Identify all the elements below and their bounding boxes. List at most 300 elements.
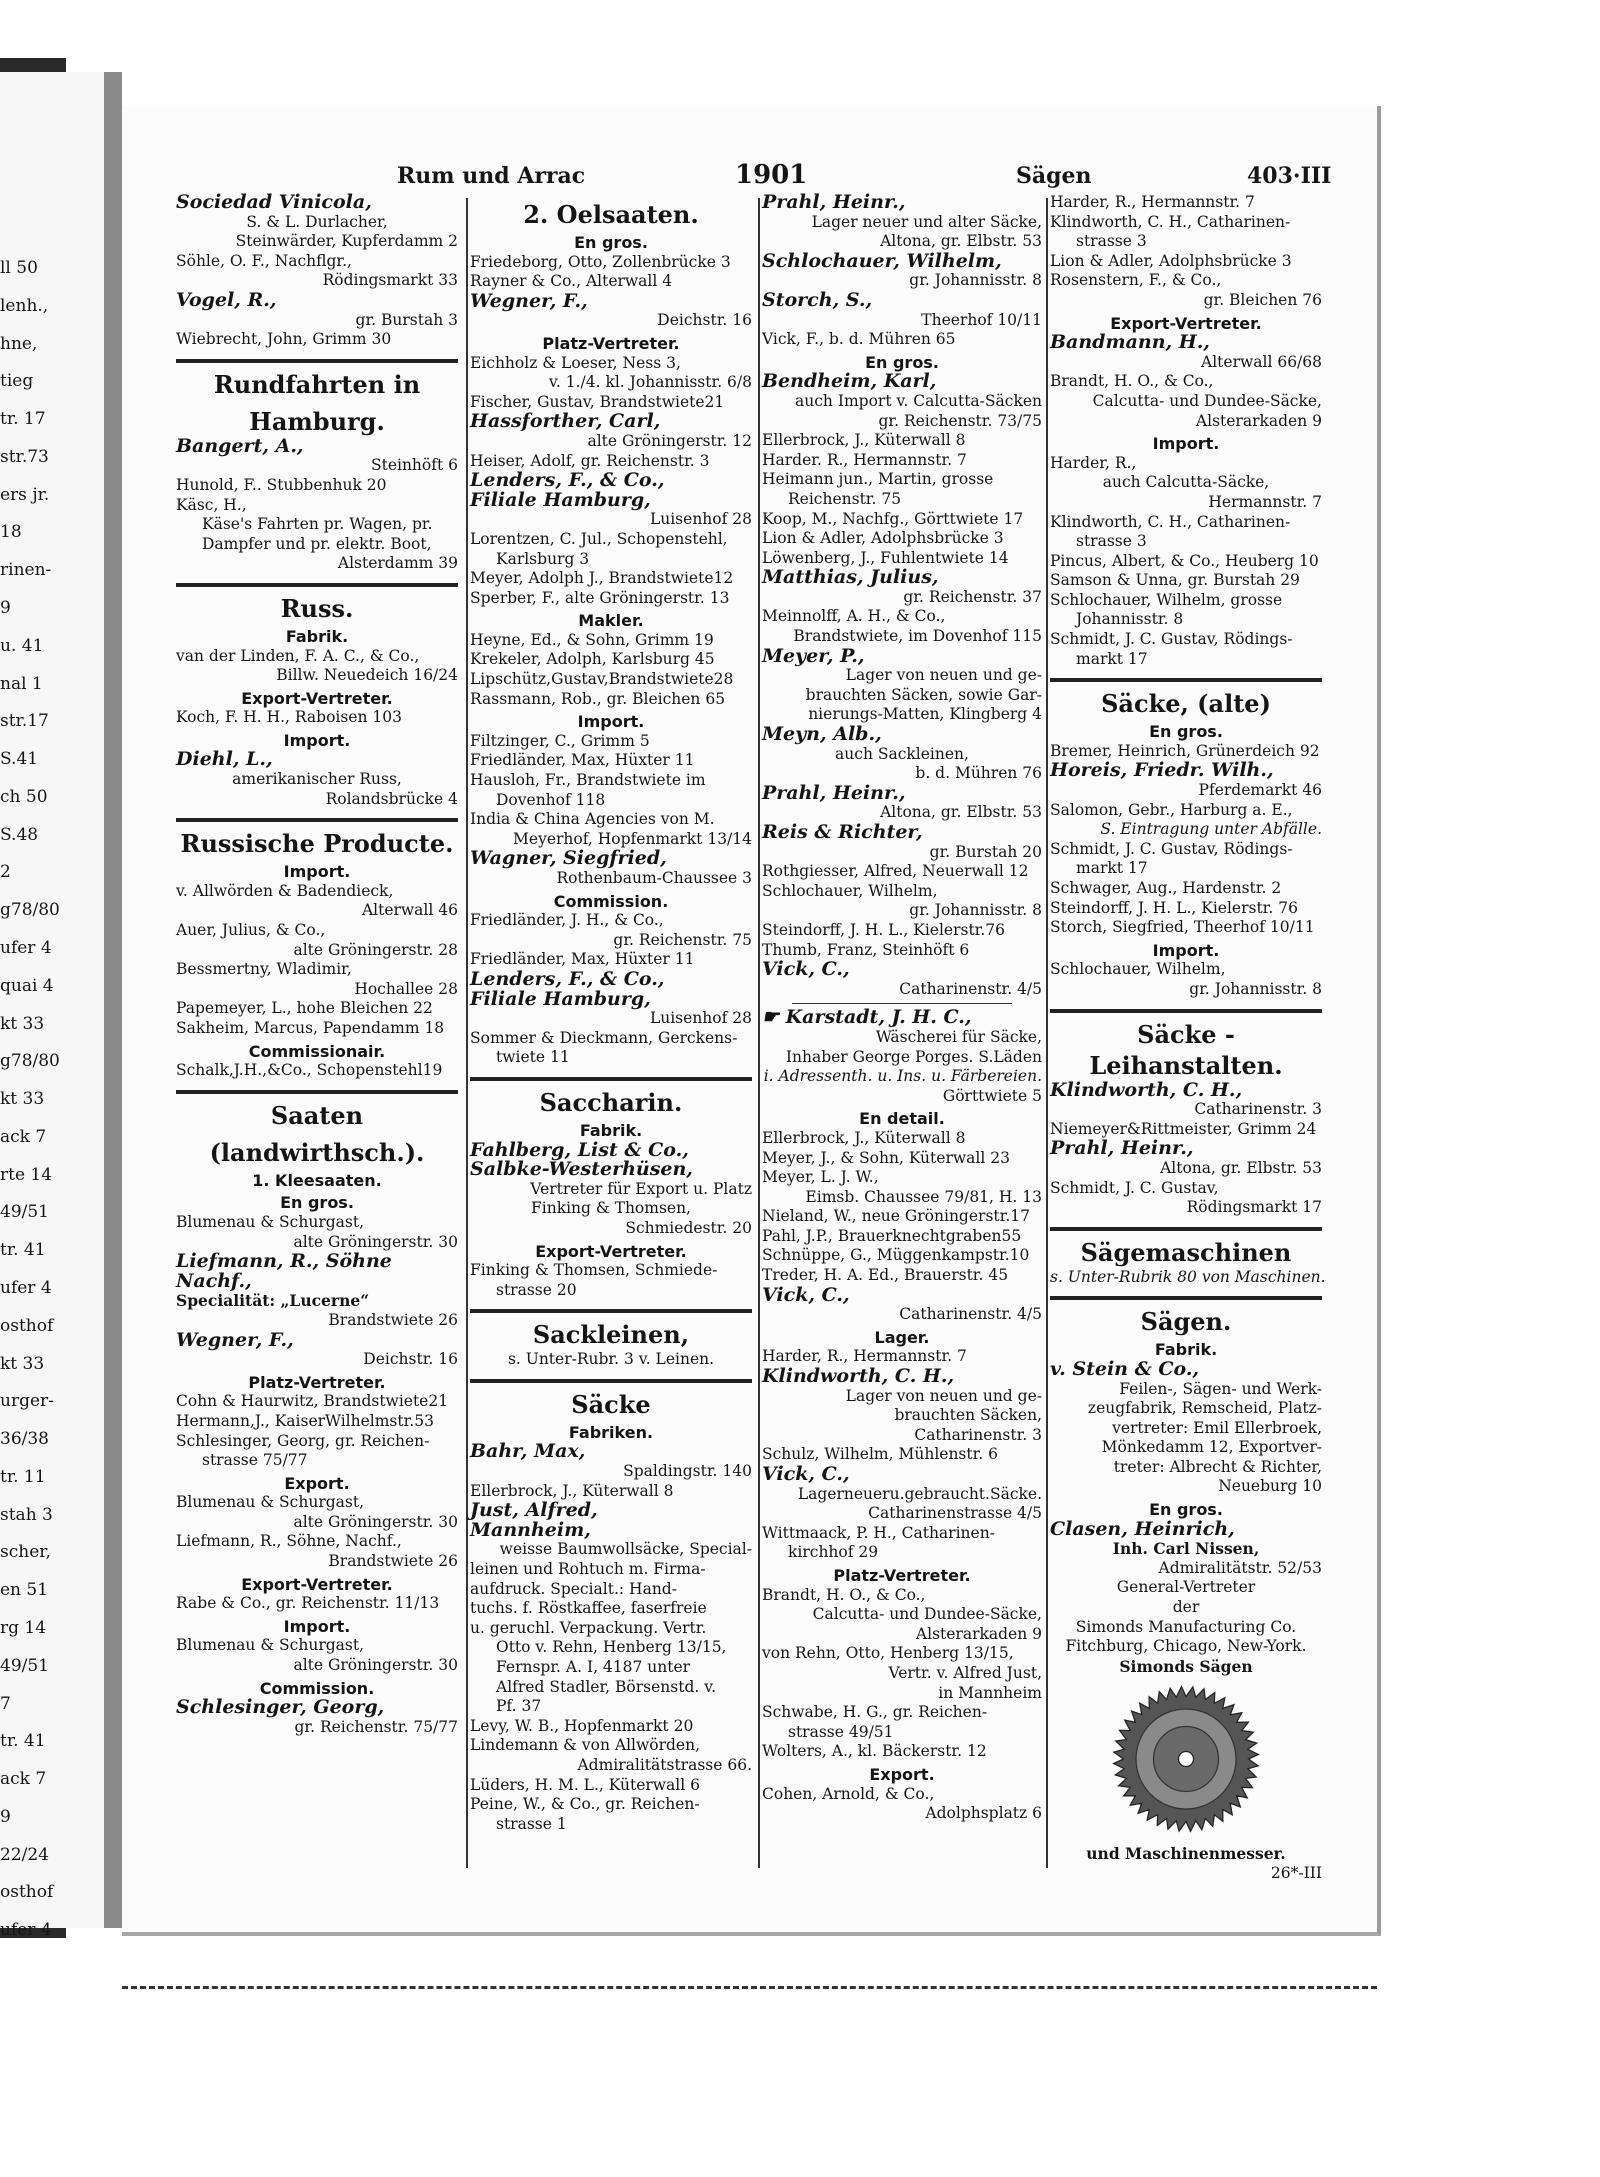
entry-address: Calcutta- und Dundee-Säcke, [1092, 391, 1322, 410]
firm-name-bold: Horeis, Friedr. Wilh., [1050, 759, 1274, 782]
previous-page-fragment: tr. 41 [0, 1240, 46, 1261]
entry-address: gr. Reichenstr. 73/75 [878, 411, 1042, 430]
entry-address: Luisenhof 28 [649, 1009, 752, 1028]
entry-line: tuchs. f. Röstkaffee, faserfreie [470, 1599, 707, 1618]
entry-address: Alterwall 66/68 [1201, 352, 1322, 371]
entry-line: Schlochauer, Wilhelm, [1050, 960, 1226, 979]
column-rule [466, 198, 468, 1868]
entry-address: Alsterarkaden 9 [1195, 411, 1322, 430]
entry-line: Sommer & Dieckmann, Gerckens- [470, 1028, 738, 1047]
entry-line: Treder, H. A. Ed., Brauerstr. 45 [762, 1266, 1009, 1285]
previous-page-fragment: ack 7 [0, 1769, 47, 1790]
entry-line: Auer, Julius, & Co., [176, 921, 326, 940]
entry-address: Rödingsmarkt 33 [322, 271, 458, 290]
entry-address: Spaldingstr. 140 [623, 1462, 752, 1481]
firm-name-bold: Vick, C., [762, 1283, 850, 1306]
subsection-heading: Export. [284, 1473, 350, 1493]
running-head-year: 1901 [735, 160, 808, 190]
previous-page-fragment: g78/80 [0, 900, 60, 921]
firm-name-bold: Schlesinger, Georg, [176, 1696, 385, 1719]
column-rule [758, 198, 760, 1868]
cross-reference: i. Adressenth. u. Ins. u. Färbereien. [763, 1067, 1042, 1086]
section-rule [470, 1379, 752, 1383]
entry-line: Finking & Thomsen, Schmiede- [470, 1261, 718, 1280]
entry-address: treter: Albrecht & Richter, [1113, 1457, 1322, 1476]
firm-name-bold: Meyn, Alb., [762, 723, 882, 746]
previous-page-fragment: str.17 [0, 711, 49, 732]
entry-address: gr. Bleichen 76 [1203, 290, 1322, 309]
section-heading: Säcke -Leihanstalten. [1089, 1019, 1283, 1080]
section-heading: Saaten [270, 1100, 364, 1130]
firm-name-bold: Wegner, F., [470, 289, 588, 312]
entry-continuation: Pf. 37 [496, 1697, 542, 1716]
previous-page-fragment: ufer 4 [0, 1920, 52, 1941]
entry-line: Meyer, J., & Sohn, Küterwall 23 [762, 1148, 1010, 1167]
subsection-heading: Import. [577, 712, 645, 732]
firm-name-bold: Filiale Hamburg, [470, 488, 651, 511]
book-spine [104, 72, 122, 1928]
subsection-heading: En gros. [280, 1193, 354, 1213]
firm-name-bold: Vogel, R., [176, 288, 277, 311]
entry-address: Vertreter für Export u. Platz [530, 1179, 752, 1198]
entry-address: Wäscherei für Säcke, [875, 1027, 1042, 1046]
entry-line: amerikanischer Russ, [232, 770, 402, 789]
firm-name-bold: Mannheim, [470, 1518, 591, 1541]
entry-address: Deichstr. 16 [363, 1350, 458, 1369]
previous-page-fragment: hne, [0, 333, 38, 354]
entry-line: aufdruck. Specialt.: Hand- [470, 1579, 677, 1598]
entry-line: Fitchburg, Chicago, New-York. [1065, 1637, 1307, 1656]
previous-page-fragment: S.48 [0, 824, 39, 845]
section-heading: Sägen. [1140, 1307, 1232, 1337]
subsection-heading: Import. [1152, 434, 1220, 454]
entry-address: auch Import v. Calcutta-Säcken [795, 391, 1042, 410]
entry-address: weisse Baumwollsäcke, Special- [499, 1540, 752, 1559]
entry-line: Pincus, Albert, & Co., Heuberg 10 [1050, 551, 1319, 570]
firm-name-bold: Hassforther, Carl, [470, 410, 661, 433]
previous-page-fragment: scher, [0, 1542, 51, 1563]
entry-line: Krekeler, Adolph, Karlsburg 45 [470, 650, 715, 669]
entry-line: Brandt, H. O., & Co., [1050, 372, 1214, 391]
subsection-heading: Export-Vertreter. [241, 1574, 393, 1594]
entry-line: Samson & Unna, gr. Burstah 29 [1050, 571, 1300, 590]
entry-line: Friedländer, Max, Hüxter 11 [470, 950, 695, 969]
firm-name-bold: Vick, C., [762, 1463, 850, 1485]
entry-line: Rabe & Co., gr. Reichenstr. 11/13 [176, 1594, 440, 1613]
entry-line: Simonds Manufacturing Co. [1075, 1617, 1297, 1636]
entry-address: Steinhöft 6 [370, 456, 458, 475]
section-heading: Russische Producte. [180, 829, 454, 859]
entry-address: Catharinenstr. 3 [1194, 1100, 1322, 1119]
previous-page-fragment: en 51 [0, 1580, 49, 1601]
entry-line: Schmidt, J. C. Gustav, [1050, 1178, 1219, 1197]
entry-continuation: Dampfer und pr. elektr. Boot, [202, 534, 432, 553]
entry-address: Luisenhof 28 [649, 510, 752, 529]
entry-line: Hermann,J., KaiserWilhelmstr.53 [176, 1411, 434, 1430]
entry-address: Brandstwiete, im Dovenhof 115 [793, 627, 1042, 646]
previous-page-fragment: ers jr. [0, 484, 50, 505]
entry-line: Hunold, F.. Stubbenhuk 20 [176, 475, 387, 494]
page-number: 403·III [1247, 163, 1332, 189]
entry-address: Alsterarkaden 9 [915, 1624, 1042, 1643]
subsection-heading: Import. [283, 730, 351, 750]
entry-line: Schlochauer, Wilhelm, grosse [1050, 590, 1283, 609]
running-head-left: Rum und Arrac [397, 163, 586, 189]
entry-address: alte Gröningerstr. 30 [293, 1656, 458, 1675]
entry-line: S. & L. Durlacher, [246, 212, 388, 231]
entry-line: Meinnolff, A. H., & Co., [762, 607, 946, 626]
entry-address: Catharinenstr. 4/5 [899, 979, 1042, 998]
subsection-heading: Export-Vertreter. [535, 1241, 687, 1261]
firm-name-bold: Fahlberg, List & Co., [470, 1138, 689, 1161]
entry-address: gr. Burstah 3 [355, 310, 458, 329]
previous-page-fragment: ack 7 [0, 1126, 47, 1147]
previous-page-fragment: 49/51 [0, 1655, 49, 1676]
entry-address: Inhaber George Porges. S.Läden [785, 1047, 1042, 1066]
entry-line: Ellerbrock, J., Küterwall 8 [762, 1128, 966, 1147]
entry-address: brauchten Säcken, sowie Gar- [805, 685, 1042, 704]
entry-line: Harder, R., Hermannstr. 7 [1050, 193, 1255, 211]
entry-line: Bessmertny, Wladimir, [176, 960, 352, 979]
entry-address: Neueburg 10 [1218, 1477, 1322, 1496]
subsection-heading: 1. Kleesaaten. [252, 1170, 382, 1190]
entry-line: Schlochauer, Wilhelm, [762, 881, 938, 900]
entry-line: Meyer, Adolph J., Brandstwiete12 [470, 569, 734, 588]
entry-line: Storch, Siegfried, Theerhof 10/11 [1050, 918, 1315, 937]
entry-line: Schwabe, H. G., gr. Reichen- [762, 1703, 988, 1722]
entry-address: Brandstwiete 26 [328, 1310, 458, 1329]
previous-page-fragment: kt 33 [0, 1013, 45, 1034]
firm-name-bold: Wagner, Siegfried, [470, 847, 667, 870]
entry-address: Schmiedestr. 20 [625, 1218, 752, 1237]
entry-address: Pferdemarkt 46 [1198, 781, 1322, 800]
firm-name-bold: Lenders, F., & Co., [470, 967, 665, 990]
firm-name-bold: Diehl, L., [176, 748, 273, 771]
entry-continuation: Reichenstr. 75 [788, 489, 902, 508]
entry-address: Lagerneueru.gebraucht.Säcke. [797, 1484, 1042, 1503]
previous-page-fragment: 9 [0, 598, 11, 618]
subsection-heading: Fabrik. [1154, 1340, 1218, 1360]
entry-continuation: Käse's Fahrten pr. Wagen, pr. [202, 515, 433, 534]
section-rule [1050, 678, 1322, 682]
previous-page-fragment: tr. 17 [0, 409, 46, 430]
entry-line: Niemeyer&Rittmeister, Grimm 24 [1050, 1119, 1317, 1138]
subsection-heading: Commission. [553, 891, 669, 911]
entry-address: Altona, gr. Elbstr. 53 [880, 803, 1042, 822]
entry-line: Schwager, Aug., Hardenstr. 2 [1050, 879, 1282, 897]
previous-page-fragment: 7 [0, 1693, 11, 1714]
cross-reference: s. Unter-Rubrik 80 von Maschinen. [1050, 1267, 1326, 1286]
entry-continuation: Johannisstr. 8 [1076, 610, 1184, 629]
subsection-heading: Export-Vertreter. [1110, 313, 1262, 333]
section-rule [1050, 1296, 1322, 1300]
entry-line: Bremer, Heinrich, Grünerdeich 92 [1050, 741, 1320, 760]
previous-page-fragment: 9 [0, 1806, 11, 1827]
firm-name-bold: Klindworth, C. H., [1050, 1078, 1243, 1101]
entry-address: alte Gröningerstr. 28 [293, 940, 458, 959]
previous-page-fragment: S.41 [0, 749, 39, 770]
entry-line: Papemeyer, L., hohe Bleichen 22 [176, 999, 433, 1018]
entry-line: Heiser, Adolf, gr. Reichenstr. 3 [470, 451, 710, 470]
entry-continuation: twiete 11 [496, 1048, 570, 1067]
firm-name-bold: Liefmann, R., Söhne [176, 1250, 392, 1273]
entry-address: nierungs-Matten, Klingberg 4 [808, 705, 1042, 724]
entry-line: Friedländer, Max, Hüxter 11 [470, 751, 695, 770]
firm-name-bold: Reis & Richter, [762, 821, 923, 843]
entry-address: gr. Johannisstr. 8 [909, 901, 1042, 920]
entry-line: Friedeborg, Otto, Zollenbrücke 3 [470, 252, 731, 271]
firm-name-bold: Lenders, F., & Co., [470, 469, 665, 492]
entry-continuation: markt 17 [1076, 649, 1148, 668]
entry-line: Löwenberg, J., Fuhlentwiete 14 [762, 548, 1009, 567]
entry-line: Koch, F. H. H., Raboisen 103 [176, 708, 402, 727]
previous-page-fragment: kt 33 [0, 1089, 45, 1110]
subsection-heading: Platz-Vertreter. [833, 1565, 971, 1585]
entry-address: Lager von neuen und ge- [845, 666, 1042, 685]
entry-address: brauchten Säcken, [894, 1406, 1042, 1425]
entry-address: Calcutta- und Dundee-Säcke, [812, 1605, 1042, 1624]
entry-line-bold: Inh. Carl Nissen, [1112, 1539, 1260, 1559]
entry-address: gr. Reichenstr. 75/77 [294, 1717, 458, 1736]
entry-continuation: strasse 1 [496, 1814, 567, 1833]
section-rule [1050, 1227, 1322, 1231]
entry-continuation: Fernspr. A. I, 4187 unter [496, 1658, 691, 1676]
firm-name-bold: Bendheim, Karl, [762, 370, 937, 393]
section-rule [176, 359, 458, 363]
firm-name-bold: Bangert, A., [176, 434, 304, 457]
entry-continuation: Karlsburg 3 [496, 549, 590, 568]
entry-line: Schulz, Wilhelm, Mühlenstr. 6 [762, 1445, 999, 1464]
entry-line: Ellerbrock, J., Küterwall 8 [762, 431, 966, 450]
entry-line: v. Allwörden & Badendieck, [176, 881, 394, 900]
entry-line: auch Sackleinen, [835, 744, 969, 763]
entry-continuation: strasse 20 [496, 1280, 577, 1299]
entry-line: Lion & Adler, Adolphsbrücke 3 [1050, 251, 1292, 270]
running-head-right: Sägen [1016, 163, 1092, 189]
cross-reference: S. Eintragung unter Abfälle. [1100, 820, 1322, 839]
entry-address: Catharinenstrasse 4/5 [868, 1504, 1042, 1523]
firm-name-bold: Matthias, Julius, [762, 566, 939, 589]
section-rule [470, 1077, 752, 1081]
previous-page-fragment: g78/80 [0, 1051, 60, 1072]
subsection-heading: Import. [283, 862, 351, 882]
entry-address: Theerhof 10/11 [921, 310, 1042, 329]
entry-line: Koop, M., Nachfg., Görttwiete 17 [762, 509, 1024, 528]
entry-line: auch Calcutta-Säcke, [1102, 473, 1270, 492]
entry-line: leinen und Rohtuch m. Firma- [470, 1560, 706, 1579]
entry-line: Lorentzen, C. Jul., Schopenstehl, [470, 529, 728, 548]
firm-name-bold: Wegner, F., [176, 1328, 294, 1351]
previous-page-fragment: osthof [0, 1882, 54, 1903]
firm-name-bold: Klindworth, C. H., [762, 1365, 955, 1388]
section-rule [176, 583, 458, 587]
speciality-line: Specialität: „Lucerne“ [176, 1291, 370, 1311]
entry-line: van der Linden, F. A. C., & Co., [176, 646, 420, 665]
entry-line: Lindemann & von Allwörden, [470, 1736, 701, 1755]
entry-line-bold: und Maschinenmesser. [1086, 1844, 1286, 1863]
entry-address: Steinwärder, Kupferdamm 2 [235, 232, 458, 251]
entry-address: Catharinenstr. 3 [914, 1425, 1042, 1444]
entry-address: Vertr. v. Alfred Just, [888, 1663, 1042, 1682]
entry-line: India & China Agencies von M. [470, 810, 715, 829]
entry-line: Heimann jun., Martin, grosse [762, 470, 994, 489]
firm-name-bold: Bahr, Max, [470, 1440, 586, 1463]
entry-address: 26*-III [1270, 1863, 1322, 1882]
previous-page-fragment: urger- [0, 1391, 54, 1412]
subsection-heading: Fabriken. [568, 1422, 654, 1442]
entry-line: Nieland, W., neue Gröningerstr.17 [762, 1207, 1030, 1226]
entry-line: Sperber, F., alte Gröningerstr. 13 [470, 588, 730, 607]
entry-line: Wittmaack, P. H., Catharinen- [762, 1523, 995, 1542]
entry-address: Rothenbaum-Chaussee 3 [556, 869, 752, 887]
entry-line: Salomon, Gebr., Harburg a. E., [1050, 800, 1293, 819]
section-heading: Russ. [280, 593, 354, 623]
entry-address: Mönkedamm 12, Exportver- [1101, 1438, 1322, 1457]
subsection-heading: En gros. [865, 352, 939, 372]
entry-address: Altona, gr. Elbstr. 53 [1160, 1158, 1322, 1177]
column-1 [176, 193, 458, 1737]
entry-line: General-Vertreter [1116, 1578, 1256, 1597]
entry-line: Harder. R., Hermannstr. 7 [762, 450, 967, 469]
subsection-heading: Commission. [259, 1678, 375, 1698]
previous-page-fragment: quai 4 [0, 975, 54, 996]
entry-line: Liefmann, R., Söhne, Nachf., [176, 1532, 402, 1551]
entry-line: Fischer, Gustav, Brandstwiete21 [470, 392, 725, 411]
firm-name-bold: Bandmann, H., [1050, 331, 1210, 354]
entry-line: Käsc, H., [176, 495, 247, 514]
entry-address: gr. Johannisstr. 8 [1189, 979, 1322, 998]
column-2 [470, 193, 752, 1834]
section-heading: Saccharin. [539, 1087, 683, 1117]
entry-address: gr. Reichenstr. 75 [613, 930, 752, 949]
previous-page-fragment: u. 41 [0, 635, 44, 656]
entry-line: Filtzinger, C., Grimm 5 [470, 731, 650, 750]
entry-line: Rothgiesser, Alfred, Neuerwall 12 [762, 862, 1029, 881]
subsection-heading: Commissionair. [248, 1041, 386, 1061]
previous-page-edge [0, 72, 107, 1941]
previous-page-fragment: rg 14 [0, 1618, 47, 1638]
entry-line: Lüders, H. M. L., Küterwall 6 [470, 1775, 701, 1794]
previous-page-fragment: 49/51 [0, 1202, 49, 1223]
entry-address: Rolandsbrücke 4 [325, 789, 458, 808]
section-rule [1050, 1009, 1322, 1013]
entry-address: Meyerhof, Hopfenmarkt 13/14 [513, 829, 752, 848]
entry-line: Rassmann, Rob., gr. Bleichen 65 [470, 689, 726, 708]
entry-address: gr. Reichenstr. 37 [903, 587, 1042, 606]
firm-name-bold: Prahl, Heinr., [762, 191, 906, 213]
entry-line: Pahl, J.P., Brauerknechtgraben55 [762, 1226, 1022, 1245]
entry-address: Hermannstr. 7 [1208, 492, 1322, 511]
entry-continuation: Otto v. Rehn, Henberg 13/15, [496, 1638, 727, 1657]
page-bottom-edge [122, 1986, 1377, 1999]
entry-line: Peine, W., & Co., gr. Reichen- [470, 1795, 700, 1814]
entry-address: Feilen-, Sägen- und Werk- [1119, 1379, 1322, 1398]
entry-line: Wolters, A., kl. Bäckerstr. 12 [762, 1742, 987, 1761]
section-heading: Hamburg. [249, 406, 385, 436]
section-rule [176, 818, 458, 822]
entry-line: Sakheim, Marcus, Papendamm 18 [176, 1019, 445, 1037]
firm-name-bold: Prahl, Heinr., [762, 781, 906, 804]
previous-page-fragment: tieg [0, 371, 34, 392]
section-heading: Sägemaschinen [1080, 1237, 1292, 1267]
entry-address: v. 1./4. kl. Johannisstr. 6/8 [548, 373, 752, 392]
entry-address: Altona, gr. Elbstr. 53 [880, 232, 1042, 251]
firm-name-bold: Prahl, Heinr., [1050, 1137, 1194, 1160]
section-heading: Säcke, (alte) [1101, 689, 1271, 719]
firm-name-bold: Nachf., [176, 1269, 252, 1292]
section-heading: 2. Oelsaaten. [523, 200, 699, 229]
previous-page-fragment: ll 50 [0, 258, 38, 278]
entry-address: Hochallee 28 [354, 979, 458, 998]
entry-line: Harder, R., Hermannstr. 7 [762, 1347, 967, 1366]
subsection-heading: En detail. [859, 1109, 945, 1129]
entry-line: Friedländer, J. H., & Co., [470, 911, 664, 930]
subsection-heading: Export. [869, 1764, 935, 1784]
entry-line: Cohn & Haurwitz, Brandstwiete21 [176, 1392, 449, 1411]
entry-line: Schalk,J.H.,&Co., Schopenstehl19 [176, 1061, 443, 1080]
firm-name-bold: Schlochauer, Wilhelm, [762, 249, 1002, 272]
subsection-heading: En gros. [1149, 722, 1223, 742]
previous-page-fragment: 18 [0, 522, 22, 543]
entry-address: Lager neuer und alter Säcke, [811, 212, 1042, 231]
saw-blade-illustration [1050, 1684, 1322, 1840]
entry-continuation: markt 17 [1076, 859, 1148, 878]
previous-page-fragment: rte 14 [0, 1164, 53, 1185]
entry-address: Alterwall 46 [361, 901, 458, 920]
entry-continuation: kirchhof 29 [788, 1543, 879, 1562]
entry-line: Rosenstern, F., & Co., [1050, 271, 1222, 290]
subsection-heading: Export-Vertreter. [241, 688, 393, 708]
firm-name-bold: Meyer, P., [762, 644, 865, 667]
subsection-heading: Import. [283, 1616, 351, 1636]
section-heading: Säcke [571, 1389, 651, 1419]
entry-address: gr. Johannisstr. 8 [909, 271, 1042, 290]
subsection-heading: Platz-Vertreter. [248, 1372, 386, 1392]
firm-name-bold: ☛ Karstadt, J. H. C., [762, 1006, 972, 1029]
subsection-heading: En gros. [1149, 1500, 1223, 1520]
firm-name-bold: Just, Alfred, [470, 1499, 598, 1522]
entry-line: Heyne, Ed., & Sohn, Grimm 19 [470, 630, 714, 649]
entry-continuation: Dovenhof 118 [496, 790, 606, 809]
entry-address: Brandstwiete 26 [328, 1552, 458, 1571]
entry-continuation: strasse 75/77 [202, 1451, 308, 1470]
entry-line: Eichholz & Loeser, Ness 3, [470, 353, 681, 372]
subsection-heading: Platz-Vertreter. [542, 333, 680, 353]
entry-continuation: Alfred Stadler, Börsenstd. v. [496, 1677, 717, 1696]
firm-name-bold: v. Stein & Co., [1050, 1357, 1200, 1380]
entry-line: Blumenau & Schurgast, [176, 1636, 365, 1655]
entry-line: Söhle, O. F., Nachflgr., [176, 251, 352, 270]
entry-address: Alsterdamm 39 [337, 554, 458, 573]
entry-line: Harder, R., [1050, 453, 1137, 472]
entry-address: in Mannheim [938, 1683, 1042, 1702]
previous-page-fragment: 2 [0, 862, 11, 883]
firm-name-bold: Salbke-Westerhüsen, [470, 1158, 693, 1181]
entry-line: Klindworth, C. H., Catharinen- [1050, 212, 1291, 231]
previous-page-fragment: str.73 [0, 446, 49, 467]
entry-line: Brandt, H. O., & Co., [762, 1585, 926, 1604]
entry-address: Eimsb. Chaussee 79/81, H. 13 [805, 1187, 1042, 1206]
entry-line: Ellerbrock, J., Küterwall 8 [470, 1481, 674, 1500]
entry-continuation: strasse 3 [1076, 532, 1147, 551]
entry-address: vertreter: Emil Ellerbroek, [1112, 1418, 1322, 1437]
entry-address: Catharinenstr. 4/5 [899, 1305, 1042, 1324]
previous-page-fragment: rinen- [0, 560, 52, 581]
entry-line-bold: Simonds Sägen [1119, 1656, 1253, 1676]
entry-line: Hausloh, Fr., Brandstwiete im [470, 771, 706, 790]
entry-address: b. d. Mühren 76 [915, 764, 1042, 783]
entry-address: Deichstr. 16 [657, 311, 752, 330]
